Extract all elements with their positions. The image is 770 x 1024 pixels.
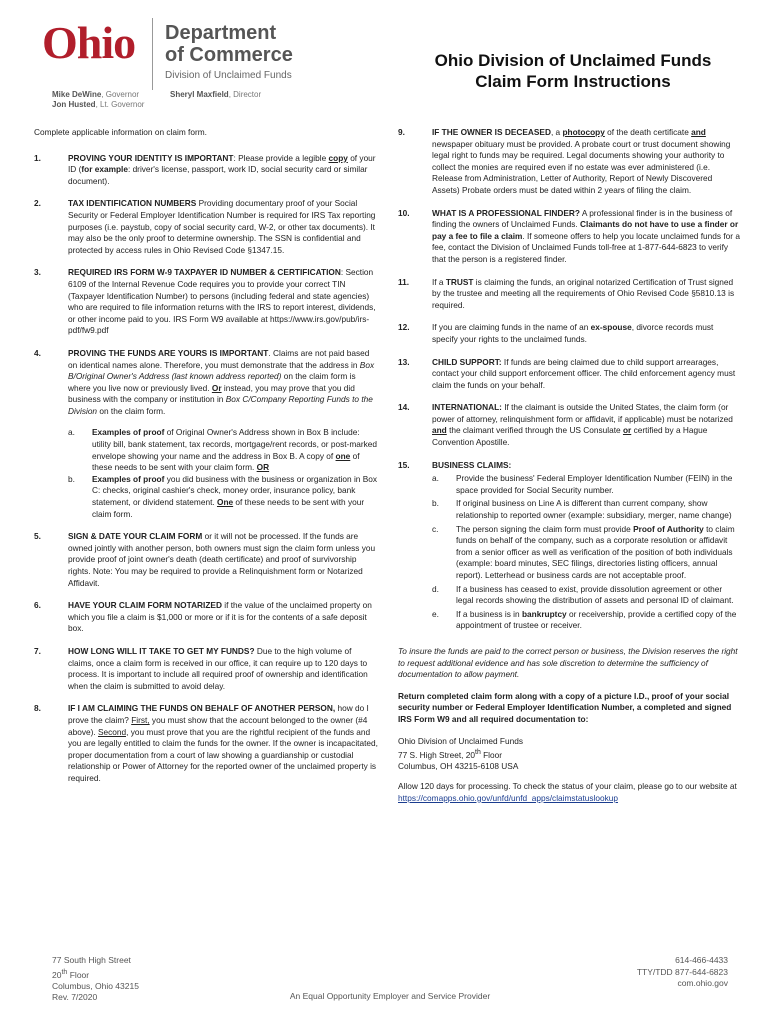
item-number: 9. bbox=[398, 127, 405, 137]
right-column bbox=[398, 127, 740, 804]
item-heading: WHAT IS A PROFESSIONAL FINDER? bbox=[432, 207, 580, 218]
item-heading: IF THE OWNER IS DECEASED bbox=[432, 127, 551, 137]
item-number: 2. bbox=[34, 198, 41, 209]
instruction-6 bbox=[34, 600, 378, 635]
intro-text: Complete applicable information on claim form. bbox=[34, 127, 207, 137]
sub-letter: b. bbox=[432, 498, 439, 509]
item-number: 8. bbox=[34, 703, 41, 714]
text: : Section 6109 of the Internal Revenue Code requires you to provide your correct TIN (Taxpayer Identification Number) to persons (including federal and state agencies) who are required to file information returns with the IRS to report interest, dividends, or other income paid to you. IRS Form W9 available at https://www.irs.gov/pub/irs-pdf/fw9.pdf bbox=[68, 267, 376, 336]
text: to claim funds on behalf of the company, such as a corporate resolution or affidavit from a senior officer as well as verification of the position of both individuals (example: board minutes, SEC filings, directories listing officers, annual report). Letterhead or business cards are not acceptable proof. bbox=[456, 523, 735, 580]
address-line3: Columbus, OH 43215-6108 USA bbox=[398, 761, 519, 772]
instruction-15 bbox=[398, 460, 740, 632]
sub-letter: a. bbox=[68, 427, 75, 438]
footer-line bbox=[52, 967, 139, 981]
text: First, bbox=[131, 714, 150, 725]
text: Or bbox=[211, 382, 222, 393]
item-number: 5. bbox=[34, 531, 41, 542]
text: OR bbox=[256, 462, 270, 473]
text: if the value of the unclaimed property on which you file a claim is $1,000 or more or if it is for the contents of a safe deposit box. bbox=[68, 600, 372, 634]
item-heading: PROVING YOUR IDENTITY IS IMPORTANT bbox=[68, 152, 234, 163]
item-number: 14. bbox=[398, 402, 410, 413]
item-number: 6. bbox=[34, 600, 41, 611]
tty: TTY/TDD 877-644-6823 bbox=[636, 966, 728, 977]
item-number: 7. bbox=[34, 645, 41, 656]
text: or receivership, provide a certified copy of the appointment of trustee or receiver. bbox=[456, 608, 737, 631]
text: of the death certificate bbox=[604, 127, 692, 137]
text: the claimant verified through the US Consulate bbox=[446, 425, 623, 436]
instruction-11 bbox=[398, 277, 740, 312]
text: The person signing the claim form must provide bbox=[456, 523, 634, 534]
text: . Claims are not paid based on identical names alone. Therefore, you must demonstrate that the address in bbox=[68, 347, 370, 370]
text: or it will not be processed. If the funds are owned jointly with another person, both owners must sign the claim form unless you provide proof of joint owner's death (death certificate) and proof of survivorship rights. Note: You may be required to provide a Relinquishment form or Notarized Affidavit. bbox=[68, 531, 376, 588]
revision-date: Rev. 7/2020 bbox=[52, 992, 98, 1003]
text: how do I prove the claim? bbox=[68, 703, 369, 725]
footer-line: Columbus, Ohio 43215 bbox=[52, 980, 139, 991]
text: you must show that the account belonged to the owner (#4 above). bbox=[68, 714, 368, 737]
instruction-7 bbox=[34, 646, 378, 692]
dept-line2: of Commerce bbox=[165, 44, 293, 66]
mailing-address bbox=[398, 736, 740, 774]
claim-status-link[interactable]: https://comapps.ohio.gov/unfd/unfd_apps/claimstatuslookup bbox=[398, 792, 619, 803]
sub-letter: d. bbox=[432, 583, 439, 594]
text: Providing documentary proof of your Social Security or Federal Employer Identification Number is required for IRS Tax reporting purposes (i.e. paystub, copy of social security card, W-2, or other tax documents). It may also be the only proof to determine ownership. The SSN is confidential and protected by access rules in Ohio Revised Code §1347.15. bbox=[68, 198, 376, 255]
text: Provide the business' Federal Employer Identification Number (FEIN) in the space provided for Social Security number. bbox=[456, 473, 733, 495]
text: Second, bbox=[97, 726, 129, 737]
website-link[interactable]: com.ohio.gov bbox=[677, 978, 728, 988]
instruction-4a bbox=[68, 427, 378, 473]
instruction-13 bbox=[398, 357, 740, 392]
instruction-4 bbox=[34, 348, 378, 520]
text: for example bbox=[81, 164, 128, 175]
instruction-12 bbox=[398, 322, 740, 345]
instruction-15c bbox=[432, 524, 740, 582]
item-heading: CHILD SUPPORT: bbox=[432, 356, 502, 367]
item-number: 15. bbox=[398, 459, 410, 470]
text: Examples of proof bbox=[92, 427, 165, 438]
text: If original business on Line A is different than current company, show relationship to reported owner (example: subsidiary, merger, name change) bbox=[456, 498, 732, 521]
item-heading: HAVE YOUR CLAIM FORM NOTARIZED bbox=[68, 600, 222, 611]
text: and bbox=[691, 127, 706, 137]
text: If a business has ceased to exist, provide dissolution agreement or other legal records showing the distribution of assets and personal ID of claimant. bbox=[456, 583, 734, 606]
instruction-15a bbox=[432, 473, 740, 496]
text: 20 bbox=[52, 969, 62, 980]
text: is claiming the funds, an original notarized Certification of Trust signed by the trustee and meeting all the requirements of Ohio Revised Code §5810.13 is required. bbox=[432, 276, 735, 310]
status-check-text bbox=[398, 781, 740, 804]
sub-letter: b. bbox=[68, 473, 75, 484]
left-column bbox=[34, 127, 378, 796]
phone: 614-466-4433 bbox=[675, 955, 728, 965]
governor-block bbox=[52, 90, 144, 110]
item-number: 12. bbox=[398, 322, 410, 333]
instruction-4b bbox=[68, 474, 378, 520]
footer-line: 77 South High Street bbox=[52, 955, 131, 965]
instruction-14 bbox=[398, 402, 740, 448]
item-number: 11. bbox=[398, 276, 410, 287]
instruction-1 bbox=[34, 153, 378, 188]
item-heading: REQUIRED IRS FORM W-9 TAXPAYER ID NUMBER & CERTIFICATION bbox=[68, 267, 341, 278]
item-number: 13. bbox=[398, 356, 410, 367]
text: One bbox=[216, 497, 234, 508]
text: Allow 120 days for processing. To check the status of your claim, please go to our website at bbox=[398, 781, 737, 792]
text: th bbox=[475, 749, 481, 757]
text: newspaper obituary must be provided. A probate court or trust document showing legal right to funds may be required. Legal documents showing your authority to collect the monies are required even if no estate was ever administered (i.e. Release from Administration, Letter of Authority, Report of Newly Discovered Assets) Probate orders must be dated within 2 years of filing the claim. bbox=[432, 138, 731, 195]
sub-letter: e. bbox=[432, 608, 439, 619]
title-line1: Ohio Division of Unclaimed Funds bbox=[434, 51, 712, 70]
item-number: 4. bbox=[34, 347, 41, 358]
page-title bbox=[408, 50, 738, 92]
item-heading: TAX IDENTIFICATION NUMBERS bbox=[68, 198, 197, 209]
instruction-9 bbox=[398, 127, 740, 197]
instruction-15b bbox=[432, 498, 740, 521]
address-line2 bbox=[398, 747, 740, 761]
text: certified by a Hague Convention Apostille. bbox=[432, 425, 708, 448]
instruction-10 bbox=[398, 208, 740, 266]
text: you did business with the business or organization in Box C: checks, original cashier's check, money order, insurance policy, bank statement, or dividend statement. bbox=[92, 473, 378, 508]
text: on the claim form is where you live now or previously lived. bbox=[68, 371, 356, 393]
return-instructions: Return completed claim form along with a copy of a picture I.D., proof of your social security number or Federal Employer Identification Number, a completed and signed IRS Form W9 and all required documentation to: bbox=[398, 690, 732, 724]
division-name: Division of Unclaimed Funds bbox=[165, 70, 292, 81]
item-heading: ex-spouse bbox=[590, 322, 632, 333]
text: bankruptcy bbox=[521, 608, 567, 619]
dept-line1: Department bbox=[165, 22, 277, 44]
text: Floor bbox=[480, 749, 503, 760]
text: Proof of Authority bbox=[633, 523, 704, 534]
item-heading: HOW LONG WILL IT TAKE TO GET MY FUNDS? bbox=[68, 645, 255, 656]
ohio-logo: Ohio bbox=[42, 17, 136, 68]
title-line2: Claim Form Instructions bbox=[475, 72, 671, 91]
text: of these needs to be sent with your claim form. bbox=[92, 450, 360, 473]
instruction-15e bbox=[432, 609, 740, 632]
text: on the claim form. bbox=[97, 405, 166, 416]
text: If funds are being claimed due to child support arrearages, contact your child support enforcement officer. The child enforcement agency must claim the funds on your behalf. bbox=[432, 356, 736, 390]
text: : Please provide a legible bbox=[233, 152, 329, 163]
text: of these needs to be sent with your claim form. bbox=[92, 497, 365, 519]
department-name bbox=[165, 22, 293, 66]
instruction-2 bbox=[34, 198, 378, 256]
text: Examples of proof bbox=[92, 473, 165, 484]
text: , divorce records must specify your rights to the unclaimed funds. bbox=[432, 322, 714, 344]
text: 77 S. High Street, 20 bbox=[398, 749, 476, 760]
text: of your ID ( bbox=[68, 152, 376, 175]
item-heading: INTERNATIONAL: bbox=[432, 402, 502, 413]
text: or bbox=[622, 425, 632, 436]
text: If you are claiming funds in the name of an bbox=[432, 322, 591, 333]
text: If the claimant is outside the United States, the claim form (or power of attorney, relinquishment form or affidavit, if applicable) must be notarized bbox=[432, 402, 733, 424]
text: Claimants do not have to use a finder or pay a fee to file a claim bbox=[432, 219, 739, 241]
item-heading: TRUST bbox=[445, 276, 474, 287]
text: of Original Owner's Address shown in Box B include: utility bill, bank statement, tax records, mortgage/rent records, or post-marked envelope showing your name and the address in Box B. A copy of bbox=[92, 427, 377, 461]
instruction-15d bbox=[432, 584, 740, 607]
footer-contact bbox=[560, 955, 728, 990]
director-block bbox=[170, 90, 261, 99]
logo-divider bbox=[152, 18, 153, 90]
item-heading: BUSINESS CLAIMS: bbox=[432, 459, 512, 470]
governor-name: Mike DeWine bbox=[52, 90, 102, 99]
item-number: 10. bbox=[398, 207, 410, 218]
text: If a business is in bbox=[456, 608, 522, 619]
item-number: 1. bbox=[34, 152, 41, 163]
text: Floor bbox=[67, 969, 90, 980]
lt-governor-name: Jon Husted bbox=[52, 100, 96, 109]
item-heading: SIGN & DATE YOUR CLAIM FORM bbox=[68, 531, 203, 542]
instruction-8 bbox=[34, 703, 378, 784]
instruction-3 bbox=[34, 267, 378, 337]
sub-letter: c. bbox=[432, 523, 439, 534]
director-title: , Director bbox=[228, 90, 262, 99]
text: , a bbox=[550, 127, 563, 137]
text: Box C/Company Reporting Funds to the Division bbox=[68, 394, 373, 416]
text: instead, you may prove that you did business with the company or institution in bbox=[68, 382, 355, 405]
text: and bbox=[432, 425, 447, 436]
text: th bbox=[61, 967, 68, 976]
text: photocopy bbox=[562, 127, 605, 137]
text: Due to the high volume of claims, once a claim form is received in our office, it can require up to 120 days to process. It is important to include all required proof of ownership and identification when the claim is submitted to avoid delay. bbox=[68, 645, 368, 691]
text: A professional finder is in the business of finding the owners of Unclaimed Funds. bbox=[432, 207, 733, 230]
director-name: Sheryl Maxfield bbox=[170, 90, 229, 99]
italic-note: To insure the funds are paid to the correct person or business, the Division reserves the right to request additional evidence and has sole discretion to determine the sufficiency of documentation to allow payment. bbox=[398, 645, 738, 680]
text: copy bbox=[328, 152, 348, 163]
item-heading: IF I AM CLAIMING THE FUNDS ON BEHALF OF ANOTHER PERSON, bbox=[68, 703, 336, 714]
item-number: 3. bbox=[34, 267, 41, 278]
governor-title: , Governor bbox=[101, 90, 140, 99]
text: : driver's license, passport, work ID, social security card or similar document). bbox=[68, 164, 368, 186]
lt-governor-title: , Lt. Governor bbox=[95, 100, 145, 109]
text: Box B/Original Owner's Address (last known address reported) bbox=[68, 359, 375, 382]
item-heading: PROVING THE FUNDS ARE YOURS IS IMPORTANT bbox=[68, 347, 269, 358]
equal-opportunity-text: An Equal Opportunity Employer and Service Provider bbox=[289, 991, 491, 1001]
text: you must prove that you are the rightful recipient of the funds and you are legally entitled to claim the funds for the owner. If the owner is incapacitated, proper documentation from a court of law showing a guardianship or custodial relationship or Power of Attorney for the reported owner of the unclaimed property is required. bbox=[68, 726, 378, 783]
instruction-5 bbox=[34, 531, 378, 589]
sub-letter: a. bbox=[432, 473, 439, 484]
text: one bbox=[335, 450, 351, 461]
text: If a bbox=[432, 276, 446, 287]
address-line1: Ohio Division of Unclaimed Funds bbox=[398, 735, 523, 746]
text: . If someone offers to help you locate unclaimed funds for a fee, contact the Division of Unclaimed Funds toll-free at 1-877-644-6823 to verify that the person is a registered finder. bbox=[432, 230, 740, 264]
footer-address bbox=[52, 955, 139, 1004]
